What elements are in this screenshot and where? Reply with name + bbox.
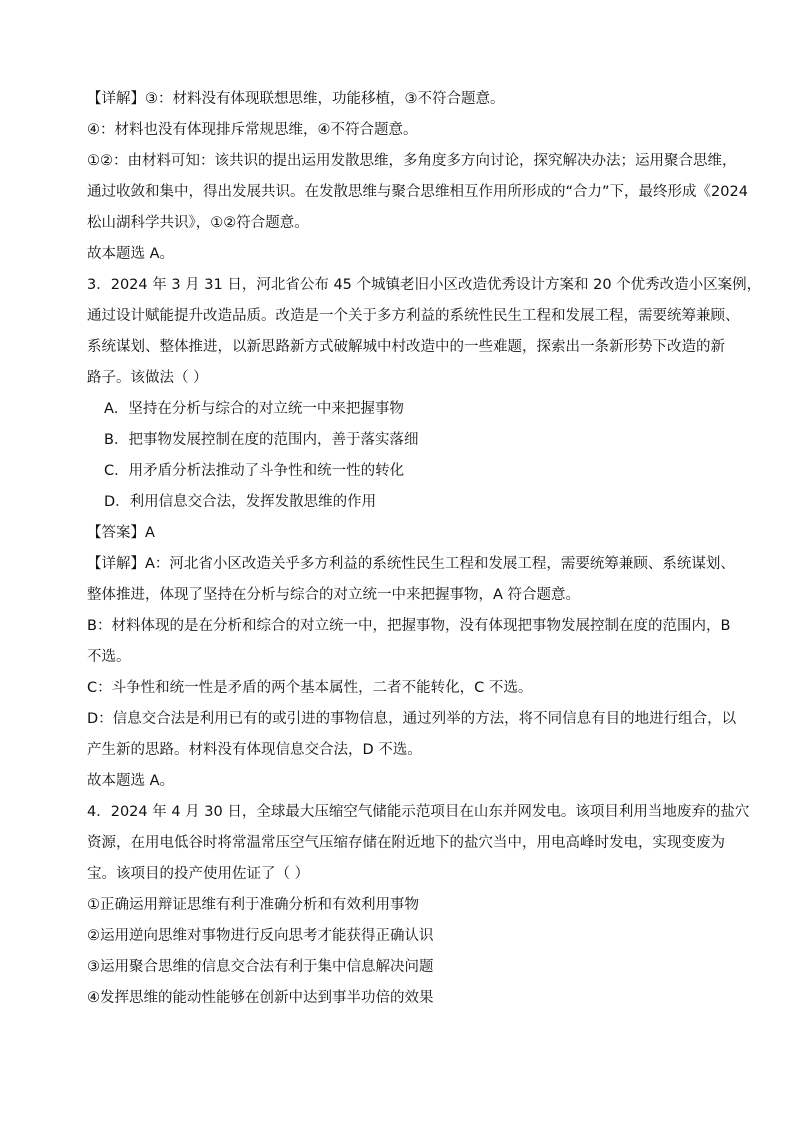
explanation-line: 整体推进，体现了坚持在分析与综合的对立统一中来把握事物，A 符合题意。 xyxy=(87,587,581,603)
q2-explanation-block xyxy=(87,84,748,270)
question-stem-line: 3．2024 年 3 月 31 日，河北省公布 45 个城镇老旧小区改造优秀设计方案和 20 个优秀改造小区案例， xyxy=(87,277,762,293)
explanation-line: C：斗争性和统一性是矛盾的两个基本属性，二者不能转化，C 不选。 xyxy=(87,680,533,696)
option-d: D．利用信息交合法，发挥发散思维的作用 xyxy=(104,494,377,510)
question-stem-line: 通过设计赋能提升改造品质。改造是一个关于多方利益的系统性民生工程和发展工程，需要统筹兼顾、 xyxy=(87,308,740,324)
statement-4: ④发挥思维的能动性能够在创新中达到事半功倍的效果 xyxy=(87,990,434,1006)
option-c: C．用矛盾分析法推动了斗争性和统一性的转化 xyxy=(104,463,405,479)
explanation-line: B：材料体现的是在分析和综合的对立统一中，把握事物，没有体现把事物发展控制在度的范围内，B xyxy=(87,618,731,634)
explanation-line: ①②：由材料可知：该共识的提出运用发散思维，多角度多方向讨论，探究解决办法；运用聚合思维， xyxy=(87,153,737,169)
document-content xyxy=(87,84,762,1014)
explanation-line: D：信息交合法是利用已有的或引进的事物信息，通过列举的方法，将不同信息有目的地进行组合，以 xyxy=(87,711,737,727)
explanation-line: 松山湖科学共识》，①②符合题意。 xyxy=(87,215,309,231)
explanation-line: 通过收敛和集中，得出发展共识。在发散思维与聚合思维相互作用所形成的“合力”下，最终形成《2024 xyxy=(87,184,748,200)
conclusion-line: 故本题选 A。 xyxy=(87,246,175,262)
option-b: B．把事物发展控制在度的范围内，善于落实落细 xyxy=(104,432,419,448)
option-a: A．坚持在分析与综合的对立统一中来把握事物 xyxy=(104,401,404,417)
question-stem-line: 资源，在用电低谷时将常温常压空气压缩存储在附近地下的盐穴当中，用电高峰时发电，实现变废为 xyxy=(87,835,725,851)
explanation-line: 产生新的思路。材料没有体现信息交合法，D 不选。 xyxy=(87,742,422,758)
answer-line: 【答案】A xyxy=(87,525,155,541)
explanation-line: 【详解】A：河北省小区改造关乎多方利益的系统性民生工程和发展工程，需要统筹兼顾、系统谋划、 xyxy=(87,556,735,572)
explanation-line: ④：材料也没有体现排斥常规思维，④不符合题意。 xyxy=(87,122,418,138)
question-3 xyxy=(87,270,762,797)
explanation-line: 不选。 xyxy=(87,649,131,665)
question-stem-line: 4．2024 年 4 月 30 日，全球最大压缩空气储能示范项目在山东并网发电。该项目利用当地废弃的盐穴 xyxy=(87,804,750,820)
explanation-line: 【详解】③：材料没有体现联想思维，功能移植，③不符合题意。 xyxy=(87,91,505,107)
question-4 xyxy=(87,797,750,1014)
question-stem-line: 路子。该做法（ ） xyxy=(87,370,208,386)
statement-3: ③运用聚合思维的信息交合法有利于集中信息解决问题 xyxy=(87,959,434,975)
question-stem-line: 系统谋划、整体推进，以新思路新方式破解城中村改造中的一些难题，探索出一条新形势下改造的新 xyxy=(87,339,725,355)
statement-2: ②运用逆向思维对事物进行反向思考才能获得正确认识 xyxy=(87,928,434,944)
statement-1: ①正确运用辩证思维有利于准确分析和有效利用事物 xyxy=(87,897,419,913)
conclusion-line: 故本题选 A。 xyxy=(87,773,175,789)
question-stem-line: 宝。该项目的投产使用佐证了（ ） xyxy=(87,866,310,882)
